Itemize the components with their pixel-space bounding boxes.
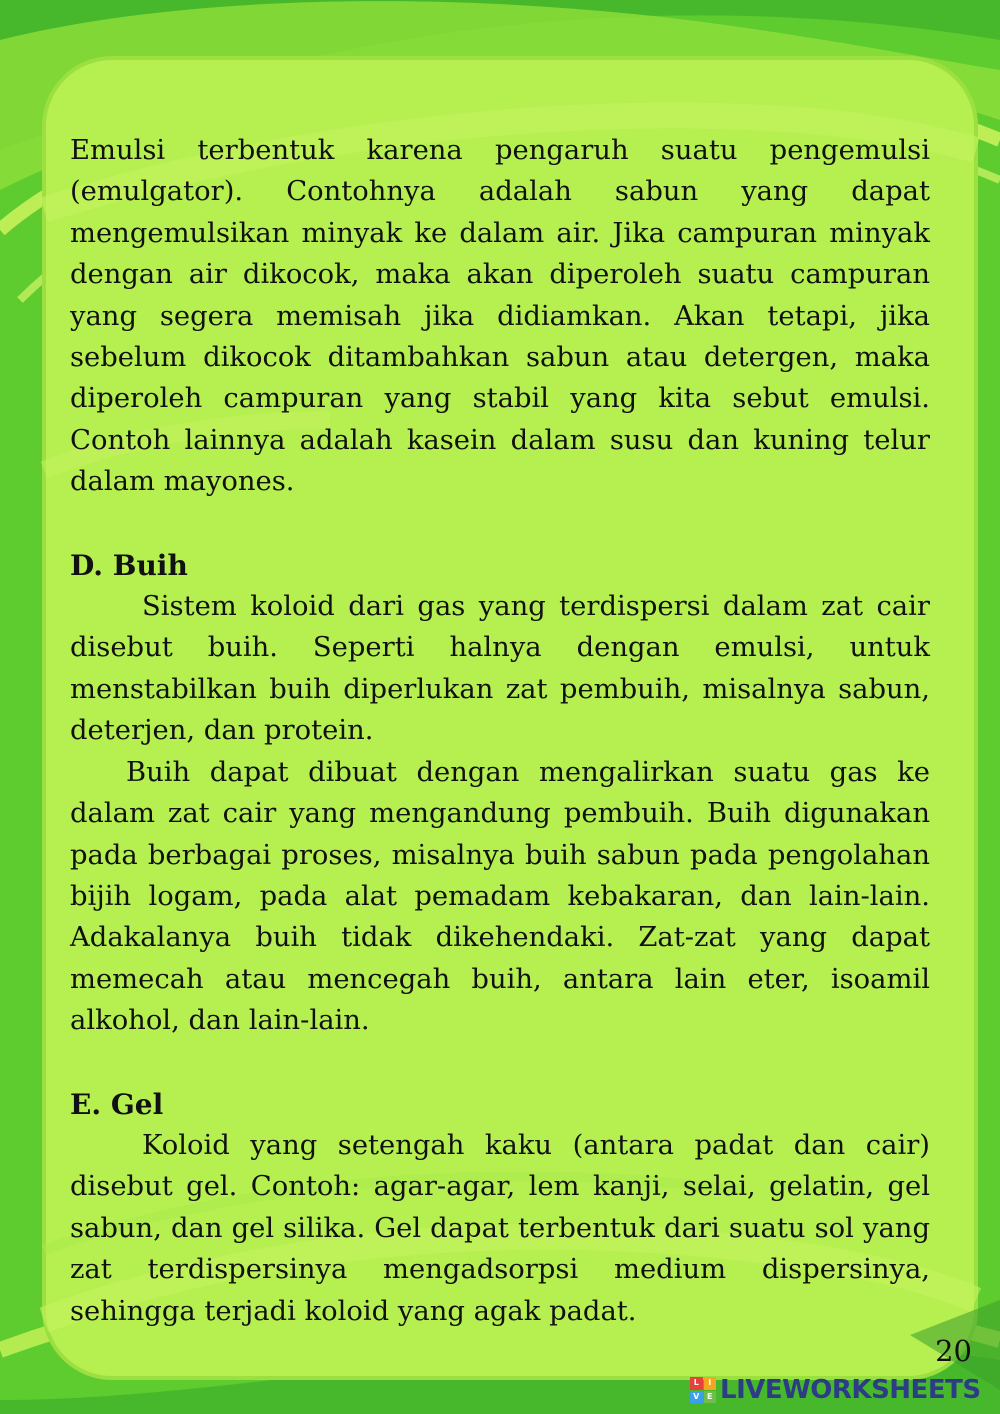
liveworksheets-logo-icon: L I V E	[690, 1377, 716, 1403]
heading-buih: D. Buih	[70, 548, 188, 582]
page-number: 20	[935, 1334, 972, 1368]
heading-gel: E. Gel	[70, 1087, 164, 1121]
page-content	[70, 130, 930, 1332]
paragraph-gel: Koloid yang setengah kaku (antara padat dan cair) disebut gel. Contoh: agar-agar, lem kanji, selai, gelatin, gel sabun, dan gel silika. Gel dapat terbentuk dari suatu sol yang zat terdispersinya mengadsorpsi medium dispersinya, sehingga terjadi koloid yang agak padat.	[70, 1129, 930, 1327]
paragraph-buih-1: Sistem koloid dari gas yang terdispersi dalam zat cair disebut buih. Seperti halnya dengan emulsi, untuk menstabilkan buih diperlukan zat pembuih, misalnya sabun, deterjen, dan protein.	[70, 591, 930, 747]
liveworksheets-text: LIVEWORKSHEETS	[720, 1375, 981, 1405]
liveworksheets-watermark[interactable]	[690, 1372, 990, 1408]
paragraph-buih-2: Buih dapat dibuat dengan mengalirkan suatu gas ke dalam zat cair yang mengandung pembuih. Buih digunakan pada berbagai proses, misalnya buih sabun pada pengolahan bijih logam, pada alat pemadam kebakaran, dan lain-lain. Adakalanya buih tidak dikehendaki. Zat-zat yang dapat memecah atau mencegah buih, antara lain eter, isoamil alkohol, dan lain-lain.	[70, 756, 930, 1037]
paragraph-emulsi: Emulsi terbentuk karena pengaruh suatu pengemulsi (emulgator). Contohnya adalah sabun yang dapat mengemulsikan minyak ke dalam air. Jika campuran minyak dengan air dikocok, maka akan diperoleh suatu campuran yang segera memisah jika didiamkan. Akan tetapi, jika sebelum dikocok ditambahkan sabun atau detergen, maka diperoleh campuran yang stabil yang kita sebut emulsi. Contoh lainnya adalah kasein dalam susu dan kuning telur dalam mayones.	[70, 135, 930, 498]
